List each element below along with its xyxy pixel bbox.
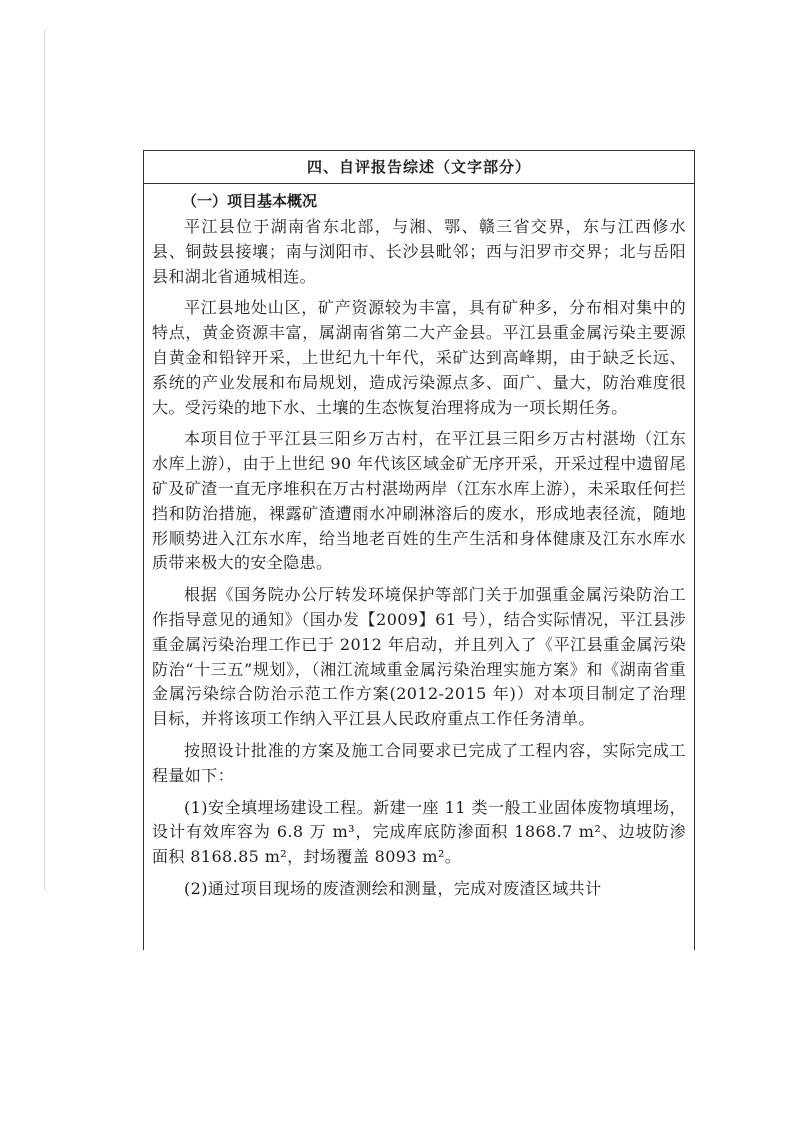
paragraph-survey-works: (2)通过项目现场的废渣测绘和测量，完成对废渣区域共计 bbox=[184, 878, 602, 898]
report-content bbox=[144, 187, 694, 909]
paragraph-location: 平江县位于湖南省东北部，与湘、鄂、赣三省交界，东与江西修水县、铜鼓县接壤；南与浏阳市、长沙县毗邻；西与汨罗市交界；北与岳阳县和湖北省通城相连。 bbox=[152, 217, 686, 286]
paragraph-policy-basis: 根据《国务院办公厅转发环境保护等部门关于加强重金属污染防治工作指导意见的通知》（国办发【2009】61 号），结合实际情况，平江县涉重金属污染治理工作已于 2012 年启动，并且列入了《平江县重金属污染防治“十三五”规划》，（湘江流域重金属污染治理实施方案》和《湖南省重金属污染综合防治示范工作方案(2012-2015 年)）对本项目制定了治理目标，并将该项工作纳入平江县人民政府重点工作任务清单。 bbox=[152, 585, 686, 729]
report-frame bbox=[143, 150, 695, 950]
paragraph-completion-intro: 按照设计批准的方案及施工合同要求已完成了工程内容，实际完成工程量如下： bbox=[152, 740, 686, 785]
paragraph-landfill-works: (1)安全填埋场建设工程。新建一座 11 类一般工业固体废物填埋场，设计有效库容为 6.8 万 m³，完成库底防渗面积 1868.7 m²、边坡防渗面积 8168.85 m²，封场覆盖 8093 m²。 bbox=[152, 797, 686, 867]
report-title: 四、自评报告综述（文字部分） bbox=[144, 151, 694, 184]
scan-edge-line bbox=[44, 30, 45, 890]
section-heading: （一）项目基本概况 bbox=[182, 192, 318, 210]
paragraph-project-site: 本项目位于平江县三阳乡万古村，在平江县三阳乡万古村湛坳（江东水库上游），由于上世纪 90 年代该区域金矿无序开采，开采过程中遗留尾矿及矿渣一直无序堆积在万古村湛坳两岸（江东水库上游），未采取任何拦挡和防治措施，裸露矿渣遭雨水冲刷淋溶后的废水，形成地表径流，随地形顺势进入江东水库，给当地老百姓的生产生活和身体健康及江东水库水质带来极大的安全隐患。 bbox=[152, 429, 686, 573]
paragraph-resources: 平江县地处山区，矿产资源较为丰富，具有矿种多，分布相对集中的特点，黄金资源丰富，属湖南省第二大产金县。平江县重金属污染主要源自黄金和铅锌开采，上世纪九十年代，采矿达到高峰期，由于缺乏长远、系统的产业发展和布局规划，造成污染源点多、面广、量大，防治难度很大。受污染的地下水、土壤的生态恢复治理将成为一项长期任务。 bbox=[152, 298, 686, 417]
